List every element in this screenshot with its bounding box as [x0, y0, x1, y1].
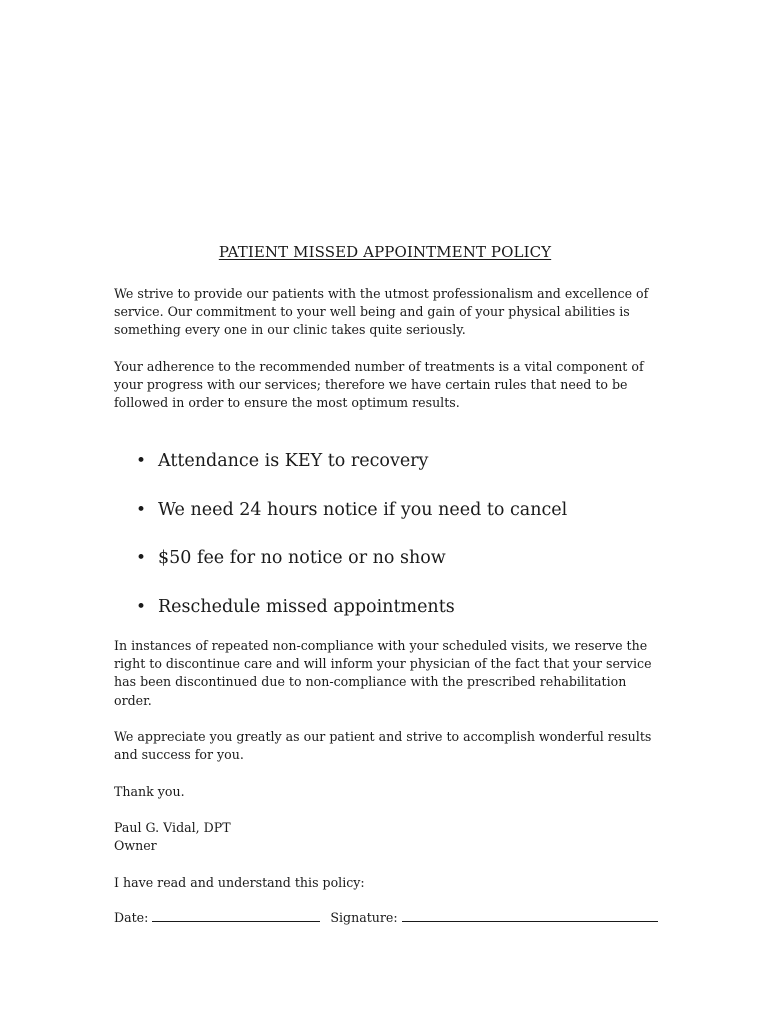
acknowledgement-text: I have read and understand this policy: [114, 875, 365, 890]
rule-text: We need 24 hours notice if you need to cancel [158, 499, 568, 520]
signer-block [114, 819, 662, 855]
thank-you-text: Thank you. [114, 784, 185, 799]
policy-rules-list [114, 446, 674, 640]
rule-text: Attendance is KEY to recovery [158, 451, 429, 471]
date-label: Date: [114, 910, 149, 925]
signature-row [114, 909, 674, 927]
signature-label: Signature: [330, 910, 398, 925]
adherence-paragraph: Your adherence to the recommended number of treatments is a vital component of your progress with our services; therefore we have certain rules that need to be followed in order to ensure the most optimum results. [114, 359, 644, 411]
signer-role: Owner [114, 838, 157, 854]
list-item [114, 543, 674, 592]
rule-text: $50 fee for no notice or no show [158, 548, 446, 568]
bullet-icon: • [136, 548, 147, 568]
document-title: PATIENT MISSED APPOINTMENT POLICY [218, 243, 552, 261]
bullet-icon: • [136, 596, 147, 617]
noncompliance-paragraph: In instances of repeated non-compliance with your scheduled visits, we reserve the right to discontinue care and will inform your physician of the fact that your service has been discontinued due to non-compliance with the prescribed rehabilitation order. [114, 638, 652, 708]
signature-field[interactable] [402, 909, 658, 922]
rule-text: Reschedule missed appointments [158, 596, 455, 617]
list-item [114, 495, 674, 544]
list-item [114, 446, 674, 495]
bullet-icon: • [136, 499, 147, 520]
date-field[interactable] [152, 909, 320, 922]
bullet-icon: • [136, 451, 147, 471]
intro-paragraph: We strive to provide our patients with the utmost professionalism and excellence of service. Our commitment to your well being and gain of your physical abilities is something every one in our clinic takes quite seriously. [114, 286, 649, 338]
appreciation-paragraph: We appreciate you greatly as our patient and strive to accomplish wonderful results and success for you. [114, 729, 652, 763]
list-item [114, 592, 674, 641]
signer-name: Paul G. Vidal, DPT [114, 820, 231, 835]
